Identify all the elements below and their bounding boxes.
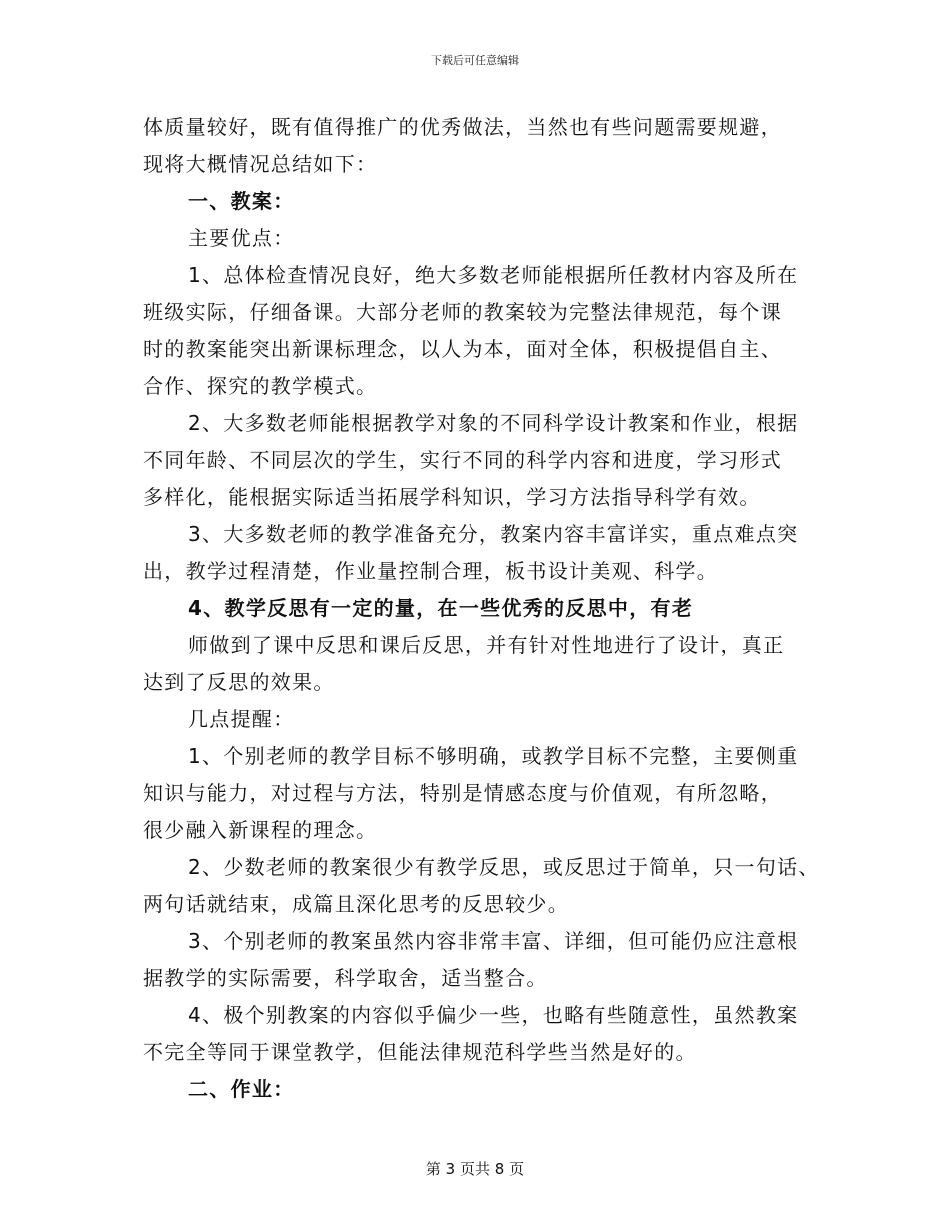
body-line: 两句话就结束，成篇且深化思考的反思较少。 — [143, 892, 569, 916]
subheading: 主要优点： — [188, 226, 295, 250]
body-line: 出，教学过程清楚，作业量控制合理，板书设计美观、科学。 — [143, 559, 719, 583]
body-line: 不同年龄、不同层次的学生，实行不同的科学内容和进度，学习形式 — [143, 448, 782, 472]
body-line: 班级实际，仔细备课。大部分老师的教案较为完整法律规范，每个课 — [143, 300, 782, 324]
body-line: 1、个别老师的教学目标不够明确，或教学目标不完整，主要侧重 — [188, 744, 799, 768]
subheading: 几点提醒： — [188, 707, 295, 731]
body-line: 合作、探究的教学模式。 — [143, 374, 378, 398]
body-line: 3、个别老师的教案虽然内容非常丰富、详细，但可能仍应注意根 — [188, 929, 799, 953]
body-line: 3、大多数老师的教学准备充分，教案内容丰富详实，重点难点突 — [188, 522, 799, 546]
body-line: 多样化，能根据实际适当拓展学科知识，学习方法指导科学有效。 — [143, 485, 761, 509]
body-line: 不完全等同于课堂教学，但能法律规范科学些当然是好的。 — [143, 1040, 697, 1064]
section-heading: 二、作业： — [188, 1077, 295, 1101]
body-line: 4、极个别教案的内容似乎偏少一些，也略有些随意性，虽然教案 — [188, 1003, 799, 1027]
body-line-bold: 4、教学反思有一定的量，在一些优秀的反思中，有老 — [188, 596, 694, 620]
body-line: 2、少数老师的教案很少有教学反思，或反思过于简单，只一句话、 — [188, 855, 820, 879]
body-line: 据教学的实际需要，科学取舍，适当整合。 — [143, 966, 548, 990]
page-header: 下载后可任意编辑 — [431, 54, 519, 67]
body-line: 师做到了课中反思和课后反思，并有针对性地进行了设计，真正 — [188, 633, 785, 657]
body-line: 现将大概情况总结如下： — [143, 152, 378, 176]
page-footer: 第 3 页共 8 页 — [425, 1160, 525, 1178]
body-line: 时的教案能突出新课标理念，以人为本，面对全体，积极提倡自主、 — [143, 337, 782, 361]
section-heading: 一、教案： — [188, 189, 295, 213]
body-line: 达到了反思的效果。 — [143, 670, 335, 694]
body-line: 体质量较好，既有值得推广的优秀做法，当然也有些问题需要规避， — [143, 115, 782, 139]
body-line: 2、大多数老师能根据教学对象的不同科学设计教案和作业，根据 — [188, 411, 799, 435]
body-line: 1、总体检查情况良好，绝大多数老师能根据所任教材内容及所在 — [188, 263, 799, 287]
body-line: 很少融入新课程的理念。 — [143, 818, 378, 842]
body-line: 知识与能力，对过程与方法，特别是情感态度与价值观，有所忽略， — [143, 781, 782, 805]
